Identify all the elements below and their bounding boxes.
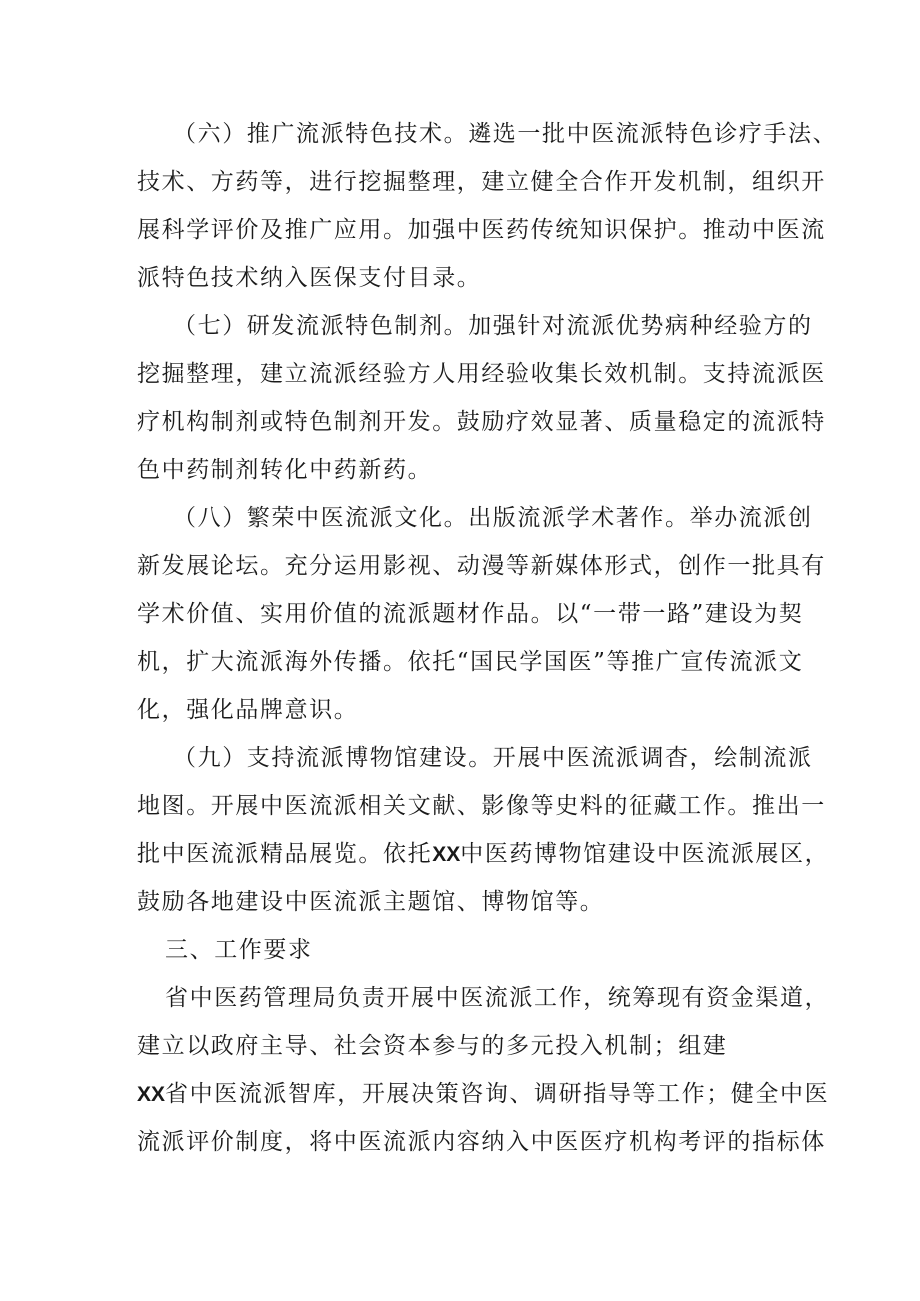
paragraph-line: 新发展论坛。充分运用影视、动漫等新媒体形式，创作一批具有 [137,553,826,579]
paragraph-line: 化，强化品牌意识。 [137,697,359,723]
paragraph-line: 色中药制剂转化中药新药。 [137,457,433,483]
paragraph-line: 技术、方药等，进行挖掘整理，建立健全合作开发机制，组织开 [137,169,826,195]
paragraph-line: 展科学评价及推广应用。加强中医药传统知识保护。推动中医流 [137,217,826,243]
paragraph-line [137,830,830,878]
line-text: 省中医流派智库，开展决策咨询、调研指导等工作；健全中医 [165,1081,830,1107]
paragraph-line: 机，扩大流派海外传播。依托“国民学国医”等推广宣传流派文 [137,649,804,675]
paragraph-work-requirements [137,974,830,1166]
paragraph-seven [137,302,826,494]
placeholder-name: XX [432,843,461,866]
paragraph-line: 疗机构制剂或特色制剂开发。鼓励疗效显著、质量稳定的流派特 [137,409,826,435]
paragraph-line: （八）繁荣中医流派文化。出版流派学术著作。举办流派创 [173,505,813,531]
paragraph-line: （六）推广流派特色技术。遴选一批中医流派特色诊疗手法、 [173,121,838,147]
section-heading: 三、工作要求 [165,937,313,963]
paragraph-line [137,1070,830,1118]
paragraph-line: 挖掘整理，建立流派经验方人用经验收集长效机制。支持流派医 [137,361,826,387]
paragraph-line: 建立以政府主导、社会资本参与的多元投入机制；组建 [137,1033,728,1059]
paragraph-six [137,110,838,302]
paragraph-line: 省中医药管理局负责开展中医流派工作，统筹现有资金渠道， [165,985,830,1011]
paragraph-line: 派特色技术纳入医保支付目录。 [137,265,482,291]
paragraph-line: 学术价值、实用价值的流派题材作品。以“一带一路”建设为契 [137,601,804,627]
placeholder-name: XX [137,1083,166,1106]
paragraph-nine [137,734,830,926]
document-body [137,110,838,1166]
paragraph-eight [137,494,826,734]
line-text: 批中医流派精品展览。依托 [137,841,433,867]
paragraph-line: 鼓励各地建设中医流派主题馆、博物馆等。 [137,889,605,915]
paragraph-line: （九）支持流派博物馆建设。开展中医流派调杳，绘制流派 [173,745,813,771]
paragraph-line: 流派评价制度，将中医流派内容纳入中医医疗机构考评的指标体 [137,1129,826,1155]
paragraph-line: （七）研发流派特色制剂。加强针对流派优势病种经验方的 [173,313,813,339]
paragraph-line: 地图。开展中医流派相关文献、影像等史料的征藏工作。推出一 [137,793,826,819]
line-text: 中医药博物馆建设中医流派展区， [460,841,830,867]
